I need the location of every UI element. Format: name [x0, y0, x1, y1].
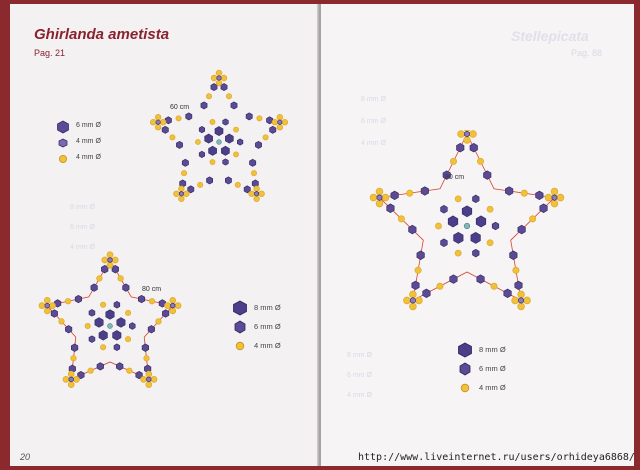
- gold-bead: [370, 194, 377, 201]
- purple-bead: [387, 204, 395, 213]
- gold-bead: [198, 182, 203, 187]
- purple-bead: [421, 187, 429, 196]
- gold-bead: [175, 303, 181, 309]
- purple-bead: [114, 344, 120, 351]
- center-bead: [95, 318, 103, 328]
- purple-bead: [504, 289, 512, 298]
- center-bead: [113, 331, 121, 341]
- gold-bead: [487, 206, 493, 212]
- purple-bead: [182, 159, 188, 166]
- purple-bead: [465, 131, 470, 137]
- gold-bead: [491, 283, 497, 289]
- gold-bead: [521, 190, 527, 196]
- purple-bead: [51, 310, 58, 318]
- gold-bead: [211, 75, 217, 81]
- gold-bead: [458, 131, 465, 138]
- gold-bead: [455, 196, 461, 202]
- gold-bead: [118, 276, 123, 281]
- hexagon-bead-icon: [232, 300, 248, 316]
- gold-bead: [149, 299, 154, 304]
- center-bead: [107, 323, 112, 328]
- gold-bead: [464, 137, 471, 144]
- gold-bead: [254, 196, 260, 202]
- gold-bead: [100, 302, 105, 307]
- purple-bead: [89, 310, 95, 317]
- gold-bead: [259, 191, 265, 197]
- gold-bead: [518, 303, 525, 310]
- page-number: 20: [20, 452, 31, 462]
- center-bead: [448, 216, 458, 227]
- purple-bead: [410, 298, 415, 304]
- gold-bead: [141, 376, 147, 382]
- purple-bead: [116, 363, 123, 371]
- gold-bead: [398, 216, 404, 222]
- gold-bead: [551, 188, 558, 195]
- gold-bead: [477, 158, 483, 164]
- gold-bead: [125, 310, 130, 315]
- purple-bead: [162, 310, 169, 318]
- gold-bead: [176, 116, 181, 121]
- purple-bead: [223, 159, 229, 165]
- gold-bead: [455, 250, 461, 256]
- purple-bead: [89, 336, 95, 343]
- gold-bead: [254, 186, 260, 192]
- ghost-title: Stellepicata: [511, 28, 589, 44]
- gold-bead: [416, 297, 423, 304]
- ghost-text: 8 mm Ø: [361, 96, 386, 103]
- gold-bead: [151, 376, 157, 382]
- center-bead: [99, 331, 107, 341]
- gold-bead: [146, 382, 152, 388]
- hexagon-bead-icon: [56, 120, 70, 134]
- star-diagram-large: [367, 130, 567, 330]
- purple-bead: [199, 151, 205, 157]
- hexagon-bead-icon: [457, 342, 473, 358]
- thread-path: [380, 134, 555, 300]
- gold-bead: [63, 376, 69, 382]
- purple-bead: [123, 284, 130, 292]
- gold-bead: [206, 94, 211, 99]
- purple-bead: [377, 195, 382, 201]
- purple-bead: [246, 113, 252, 120]
- purple-bead: [138, 295, 145, 303]
- gold-bead: [179, 186, 185, 192]
- legend-label: 6 mm Ø: [254, 322, 281, 331]
- legend-label: 4 mm Ø: [254, 341, 281, 350]
- purple-bead: [518, 225, 526, 234]
- purple-bead: [255, 191, 259, 196]
- star-size-label: 80 cm: [142, 286, 162, 293]
- legend-label: 8 mm Ø: [254, 303, 281, 312]
- star-size-label: 80 cm: [445, 174, 465, 181]
- purple-bead: [441, 205, 448, 213]
- gold-bead: [210, 119, 215, 124]
- center-bead: [225, 134, 233, 143]
- ghost-text: 4 mm Ø: [361, 140, 386, 147]
- gold-bead: [545, 194, 552, 201]
- gold-bead: [144, 356, 149, 361]
- ghost-text: 8 mm Ø: [347, 352, 372, 359]
- purple-bead: [477, 275, 485, 284]
- gold-bead: [435, 223, 441, 229]
- ghost-text: 8 mm Ø: [70, 204, 95, 211]
- purple-bead: [201, 102, 207, 109]
- gold-bead: [50, 303, 56, 309]
- purple-bead: [470, 143, 478, 152]
- gold-bead: [277, 114, 283, 120]
- gold-bead: [512, 297, 519, 304]
- gold-bead: [112, 257, 118, 263]
- purple-bead: [510, 251, 517, 260]
- purple-bead: [65, 326, 72, 334]
- gold-bead: [277, 124, 283, 130]
- purple-bead: [75, 295, 82, 303]
- purple-bead: [114, 301, 120, 308]
- ghost-text: 4 mm Ø: [347, 392, 372, 399]
- gold-bead: [170, 308, 176, 314]
- gold-bead: [68, 371, 74, 377]
- purple-bead: [129, 323, 135, 330]
- gold-bead: [282, 119, 288, 125]
- gold-bead: [181, 171, 186, 176]
- gold-bead: [88, 368, 93, 373]
- gold-bead: [74, 376, 80, 382]
- gold-bead: [97, 276, 102, 281]
- purple-bead: [69, 377, 73, 382]
- center-bead: [476, 216, 486, 227]
- gold-bead: [184, 191, 190, 197]
- gold-bead: [415, 267, 421, 273]
- gold-bead: [160, 119, 166, 125]
- purple-bead: [417, 251, 425, 260]
- gold-bead: [251, 171, 256, 176]
- gold-bead: [195, 140, 200, 145]
- gold-bead: [263, 135, 268, 140]
- gold-bead: [407, 190, 413, 196]
- purple-bead: [505, 187, 513, 196]
- source-watermark: http://www.liveinternet.ru/users/orhideya6868/: [358, 452, 635, 463]
- star-size-label: 60 cm: [170, 104, 190, 111]
- center-bead: [471, 232, 481, 243]
- gold-bead: [107, 252, 113, 258]
- gold-bead: [68, 382, 74, 388]
- purple-bead: [473, 249, 480, 257]
- gold-bead: [410, 303, 417, 310]
- legend-label: 6 mm Ø: [76, 122, 101, 129]
- gold-bead: [146, 371, 152, 377]
- gold-bead: [156, 319, 161, 324]
- gold-bead: [234, 127, 239, 132]
- gold-bead: [216, 80, 222, 86]
- hexagon-bead-icon: [232, 319, 248, 335]
- gold-bead: [410, 291, 417, 298]
- gold-bead: [450, 158, 456, 164]
- ghost-text: 4 mm Ø: [70, 244, 95, 251]
- purple-bead: [156, 120, 160, 125]
- purple-bead: [221, 84, 227, 91]
- gold-bead: [216, 70, 222, 76]
- purple-bead: [250, 159, 256, 166]
- gold-bead: [59, 319, 64, 324]
- center-bead: [205, 134, 213, 143]
- purple-bead: [207, 177, 213, 184]
- purple-bead: [278, 120, 282, 125]
- purple-bead: [552, 195, 557, 201]
- star-diagram-medium: [32, 244, 182, 394]
- purple-bead: [412, 281, 419, 290]
- gold-bead: [376, 200, 383, 207]
- gold-bead: [272, 119, 278, 125]
- center-bead: [106, 310, 114, 320]
- round-bead-icon: [232, 338, 248, 354]
- gold-bead: [71, 356, 76, 361]
- gold-bead: [102, 257, 108, 263]
- purple-bead: [217, 76, 221, 81]
- gold-bead: [170, 297, 176, 303]
- gold-bead: [530, 216, 536, 222]
- gold-bead: [107, 262, 113, 268]
- right-page: [321, 4, 634, 466]
- purple-bead: [536, 191, 544, 200]
- gold-bead: [551, 200, 558, 207]
- center-bead: [215, 127, 223, 136]
- legend-label: 4 mm Ø: [479, 383, 506, 392]
- legend-label: 4 mm Ø: [76, 138, 101, 145]
- legend-label: 6 mm Ø: [479, 364, 506, 373]
- purple-bead: [540, 204, 548, 213]
- gold-bead: [100, 345, 105, 350]
- legend-label: 4 mm Ø: [76, 154, 101, 161]
- purple-bead: [237, 139, 243, 145]
- purple-bead: [473, 195, 480, 203]
- gold-bead: [155, 114, 161, 120]
- gold-bead: [155, 124, 161, 130]
- purple-bead: [148, 326, 155, 334]
- purple-bead: [71, 344, 78, 352]
- thread-path: [47, 260, 173, 379]
- gold-bead: [513, 267, 519, 273]
- page-reference: Pag. 21: [34, 48, 66, 58]
- purple-bead: [409, 225, 417, 234]
- left-page: [10, 4, 319, 466]
- gold-bead: [234, 152, 239, 157]
- center-bead: [217, 140, 222, 145]
- gold-bead: [524, 297, 531, 304]
- purple-bead: [515, 281, 522, 290]
- purple-bead: [492, 222, 499, 230]
- purple-bead: [142, 344, 149, 352]
- gold-bead: [85, 323, 90, 328]
- small-hexagon-bead-icon: [56, 136, 70, 150]
- gold-bead: [179, 196, 185, 202]
- round-bead-icon: [56, 152, 70, 166]
- gold-bead: [65, 299, 70, 304]
- gold-bead: [165, 303, 171, 309]
- purple-bead: [484, 171, 492, 180]
- gold-bead: [487, 240, 493, 246]
- center-bead: [464, 223, 470, 229]
- page-title: Ghirlanda ametista: [34, 26, 170, 43]
- purple-bead: [391, 191, 399, 200]
- purple-bead: [97, 363, 104, 371]
- gold-bead: [221, 75, 227, 81]
- gold-bead: [382, 194, 389, 201]
- purple-bead: [225, 177, 231, 184]
- center-bead: [117, 318, 125, 328]
- gold-bead: [437, 283, 443, 289]
- purple-bead: [176, 141, 182, 148]
- gold-bead: [39, 303, 45, 309]
- purple-bead: [457, 143, 465, 152]
- gold-bead: [170, 135, 175, 140]
- ghost-text: 6 mm Ø: [347, 372, 372, 379]
- round-bead-icon: [457, 380, 473, 396]
- star-diagram-small: [144, 62, 294, 212]
- gold-bead: [150, 119, 156, 125]
- gold-bead: [557, 194, 564, 201]
- purple-bead: [171, 303, 175, 308]
- gold-bead: [470, 131, 477, 138]
- gold-bead: [518, 291, 525, 298]
- gold-bead: [174, 191, 180, 197]
- gold-bead: [376, 188, 383, 195]
- gold-bead: [226, 94, 231, 99]
- ghost-text: 6 mm Ø: [361, 118, 386, 125]
- purple-bead: [223, 119, 229, 125]
- ghost-subtitle: Pag. 88: [571, 48, 603, 58]
- purple-bead: [147, 377, 151, 382]
- purple-bead: [441, 239, 448, 247]
- center-bead: [209, 146, 217, 155]
- purple-bead: [199, 126, 205, 132]
- purple-bead: [255, 141, 261, 148]
- purple-bead: [270, 126, 276, 133]
- purple-bead: [423, 289, 431, 298]
- purple-bead: [231, 102, 237, 109]
- legend-label: 8 mm Ø: [479, 345, 506, 354]
- center-bead: [221, 146, 229, 155]
- gold-bead: [249, 191, 255, 197]
- purple-bead: [45, 303, 49, 308]
- purple-bead: [108, 258, 112, 263]
- gold-bead: [257, 116, 262, 121]
- purple-bead: [91, 284, 98, 292]
- gold-bead: [125, 336, 130, 341]
- gold-bead: [404, 297, 411, 304]
- ghost-text: 6 mm Ø: [70, 224, 95, 231]
- center-bead: [462, 206, 472, 217]
- purple-bead: [179, 191, 183, 196]
- purple-bead: [519, 298, 524, 304]
- center-bead: [454, 232, 464, 243]
- gold-bead: [44, 297, 50, 303]
- gold-bead: [210, 160, 215, 165]
- purple-bead: [211, 84, 217, 91]
- gold-bead: [127, 368, 132, 373]
- gold-bead: [44, 308, 50, 314]
- purple-bead: [162, 126, 168, 133]
- purple-bead: [186, 113, 192, 120]
- hexagon-bead-icon: [457, 361, 473, 377]
- purple-bead: [450, 275, 458, 284]
- gold-bead: [235, 182, 240, 187]
